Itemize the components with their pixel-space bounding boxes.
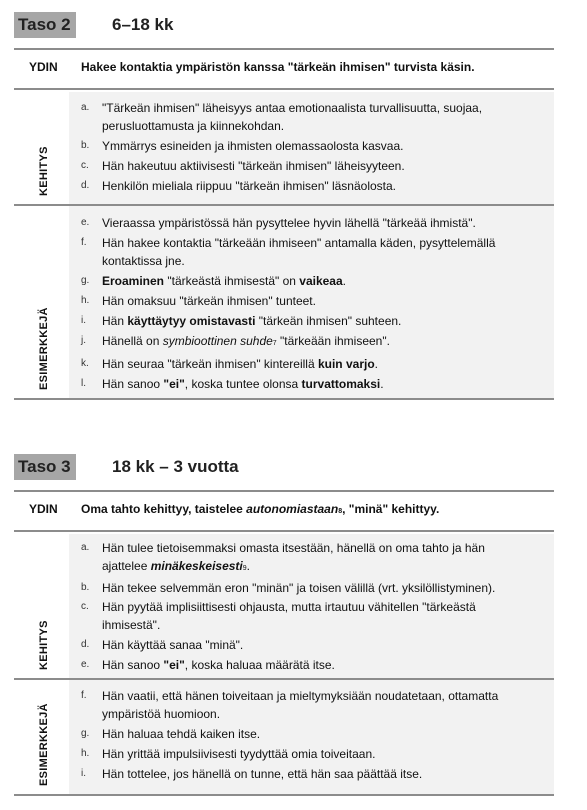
- list-item: [69, 616, 554, 634]
- development-list: [69, 92, 554, 204]
- core-label: YDIN: [29, 502, 58, 516]
- list-item: [69, 765, 554, 783]
- list-item: [69, 687, 554, 705]
- item-bold-italic: minäkeskeisesti: [150, 559, 243, 573]
- core-text: [81, 502, 439, 516]
- development-label: KEHITYS: [38, 620, 50, 670]
- item-letter: i.: [81, 768, 86, 779]
- item-letter: h.: [81, 295, 90, 306]
- item-text: Hän käyttää sanaa "minä".: [102, 638, 244, 652]
- item-letter: c.: [81, 601, 89, 612]
- item-letter: e.: [81, 659, 90, 670]
- item-text: Hän tulee tietoisemmaksi omasta itsestään, hänellä on oma tahto ja hän: [102, 541, 485, 555]
- list-item: [69, 579, 554, 597]
- core-row: [14, 48, 554, 90]
- age-range: 6–18 kk: [112, 15, 174, 34]
- item-text: Hän sanoo: [102, 377, 164, 391]
- core-italic: autonomiastaan: [246, 502, 339, 516]
- item-text: Hänellä on: [102, 334, 163, 348]
- list-item: [69, 557, 554, 578]
- list-item: [69, 598, 554, 616]
- item-letter: a.: [81, 102, 90, 113]
- list-item: [69, 656, 554, 674]
- item-letter: h.: [81, 748, 90, 759]
- list-item: [69, 636, 554, 654]
- list-item: [69, 137, 554, 155]
- item-text: , koska haluaa määrätä itse.: [184, 658, 335, 672]
- core-text-part: Oma tahto kehittyy, taistelee: [81, 502, 247, 516]
- item-letter: c.: [81, 160, 89, 171]
- item-letter: j.: [81, 335, 86, 346]
- item-text: Hän omaksuu "tärkeän ihmisen" tunteet.: [102, 294, 316, 308]
- item-text: .: [342, 274, 346, 288]
- side-label-cell: [14, 206, 62, 398]
- item-bold: turvattomaksi: [301, 377, 381, 391]
- list-item: [69, 177, 554, 195]
- item-letter: f.: [81, 690, 87, 701]
- item-text: perusluottamusta ja kiinnekohdan.: [102, 119, 285, 133]
- side-label-cell: [14, 92, 62, 204]
- level-3-header: [14, 454, 554, 482]
- side-label-cell: [14, 534, 62, 678]
- level-2-header: [14, 12, 554, 40]
- item-letter: g.: [81, 275, 90, 286]
- list-item: [69, 292, 554, 310]
- footnote-marker: 7: [272, 340, 277, 347]
- development-block: [14, 534, 554, 678]
- examples-block: [14, 680, 554, 794]
- item-text: kontaktissa jne.: [102, 254, 185, 268]
- item-bold: "ei": [163, 658, 185, 672]
- item-text: Hän haluaa tehdä kaiken itse.: [102, 727, 261, 741]
- item-bold: "ei": [163, 377, 185, 391]
- item-text: Hän: [102, 314, 128, 328]
- item-bold: käyttäytyy omistavasti: [127, 314, 256, 328]
- list-item: [69, 252, 554, 270]
- item-text: "Tärkeän ihmisen" läheisyys antaa emotionaalista turvallisuutta, suojaa,: [102, 101, 483, 115]
- item-text: Ymmärrys esineiden ja ihmisten olemassaolosta kasvaa.: [102, 139, 404, 153]
- level-badge: Taso 2: [14, 12, 76, 38]
- item-text: , koska tuntee olonsa: [184, 377, 302, 391]
- item-text: Hän hakee kontaktia "tärkeään ihmiseen" antamalla käden, pysyttelemällä: [102, 236, 496, 250]
- list-item: [69, 214, 554, 232]
- list-item: [69, 117, 554, 135]
- core-label: YDIN: [29, 60, 58, 74]
- list-item: [69, 157, 554, 175]
- item-text: Henkilön mieliala riippuu "tärkeän ihmisen" läsnäolosta.: [102, 179, 397, 193]
- item-text: Vieraassa ympäristössä hän pysyttelee hyvin lähellä "tärkeää ihmistä".: [102, 216, 476, 230]
- footnote-marker: 8: [338, 508, 343, 515]
- level-3-section: [14, 454, 554, 804]
- item-text: Hän hakeutuu aktiivisesti "tärkeän ihmisen" läheisyyteen.: [102, 159, 405, 173]
- list-item: [69, 332, 554, 353]
- core-text: Hakee kontaktia ympäristön kanssa "tärkeän ihmisen" turvista käsin.: [81, 60, 475, 74]
- examples-list: [69, 680, 554, 794]
- item-letter: b.: [81, 140, 90, 151]
- list-item: [69, 234, 554, 252]
- list-item: [69, 539, 554, 557]
- list-item: [69, 745, 554, 763]
- item-text: .: [246, 559, 251, 573]
- item-letter: d.: [81, 180, 90, 191]
- item-text: "tärkeän ihmisen" suhteen.: [255, 314, 402, 328]
- list-item: [69, 272, 554, 290]
- item-letter: l.: [81, 378, 86, 389]
- item-letter: d.: [81, 639, 90, 650]
- core-row: [14, 490, 554, 532]
- list-item: [69, 99, 554, 117]
- item-text: Hän seuraa "tärkeän ihmisen" kintereillä: [102, 357, 318, 371]
- age-range: 18 kk – 3 vuotta: [112, 457, 239, 476]
- item-text: .: [380, 377, 384, 391]
- item-text: Hän sanoo: [102, 658, 164, 672]
- item-letter: f.: [81, 237, 87, 248]
- level-2-section: [14, 12, 554, 402]
- item-text: Hän vaatii, että hänen toiveitaan ja mieltymyksiään noudatetaan, ottamatta: [102, 689, 499, 703]
- development-label: KEHITYS: [38, 146, 50, 196]
- core-text-part: , "minä" kehittyy.: [342, 502, 440, 516]
- item-letter: k.: [81, 358, 89, 369]
- examples-list: [69, 206, 554, 398]
- item-text: "tärkeään ihmiseen".: [276, 334, 390, 348]
- item-letter: b.: [81, 582, 90, 593]
- development-block: [14, 92, 554, 204]
- item-text: Hän tekee selvemmän eron "minän" ja toisen välillä (vrt. yksilöllistyminen).: [102, 581, 496, 595]
- development-list: [69, 534, 554, 678]
- list-item: [69, 725, 554, 743]
- item-text: ajattelee: [102, 559, 151, 573]
- side-label-cell: [14, 680, 62, 794]
- item-text: Hän pyytää implisiittisesti ohjausta, mutta irtautuu vähitellen "tärkeästä: [102, 600, 476, 614]
- item-text: ympäristöä huomioon.: [102, 707, 221, 721]
- item-letter: i.: [81, 315, 86, 326]
- item-text: Hän yrittää impulsiivisesti tyydyttää omia toiveitaan.: [102, 747, 376, 761]
- examples-label: ESIMERKKEJÄ: [38, 703, 50, 786]
- item-text: ihmisestä".: [102, 618, 161, 632]
- item-italic: symbioottinen suhde: [162, 334, 273, 348]
- item-bold: Eroaminen: [102, 274, 165, 288]
- list-item: [69, 705, 554, 723]
- item-text: "tärkeästä ihmisestä" on: [164, 274, 300, 288]
- item-bold: vaikeaa: [299, 274, 343, 288]
- divider: [14, 794, 554, 796]
- examples-block: [14, 206, 554, 398]
- item-text: Hän tottelee, jos hänellä on tunne, että hän saa päättää itse.: [102, 767, 423, 781]
- item-letter: a.: [81, 542, 90, 553]
- list-item: [69, 312, 554, 330]
- level-badge: Taso 3: [14, 454, 76, 480]
- item-text: .: [374, 357, 378, 371]
- item-letter: g.: [81, 728, 90, 739]
- list-item: [69, 375, 554, 393]
- item-bold: kuin varjo: [317, 357, 375, 371]
- footnote-marker: 9: [242, 565, 247, 572]
- examples-label: ESIMERKKEJÄ: [38, 307, 50, 390]
- divider: [14, 398, 554, 400]
- item-letter: e.: [81, 217, 90, 228]
- list-item: [69, 355, 554, 373]
